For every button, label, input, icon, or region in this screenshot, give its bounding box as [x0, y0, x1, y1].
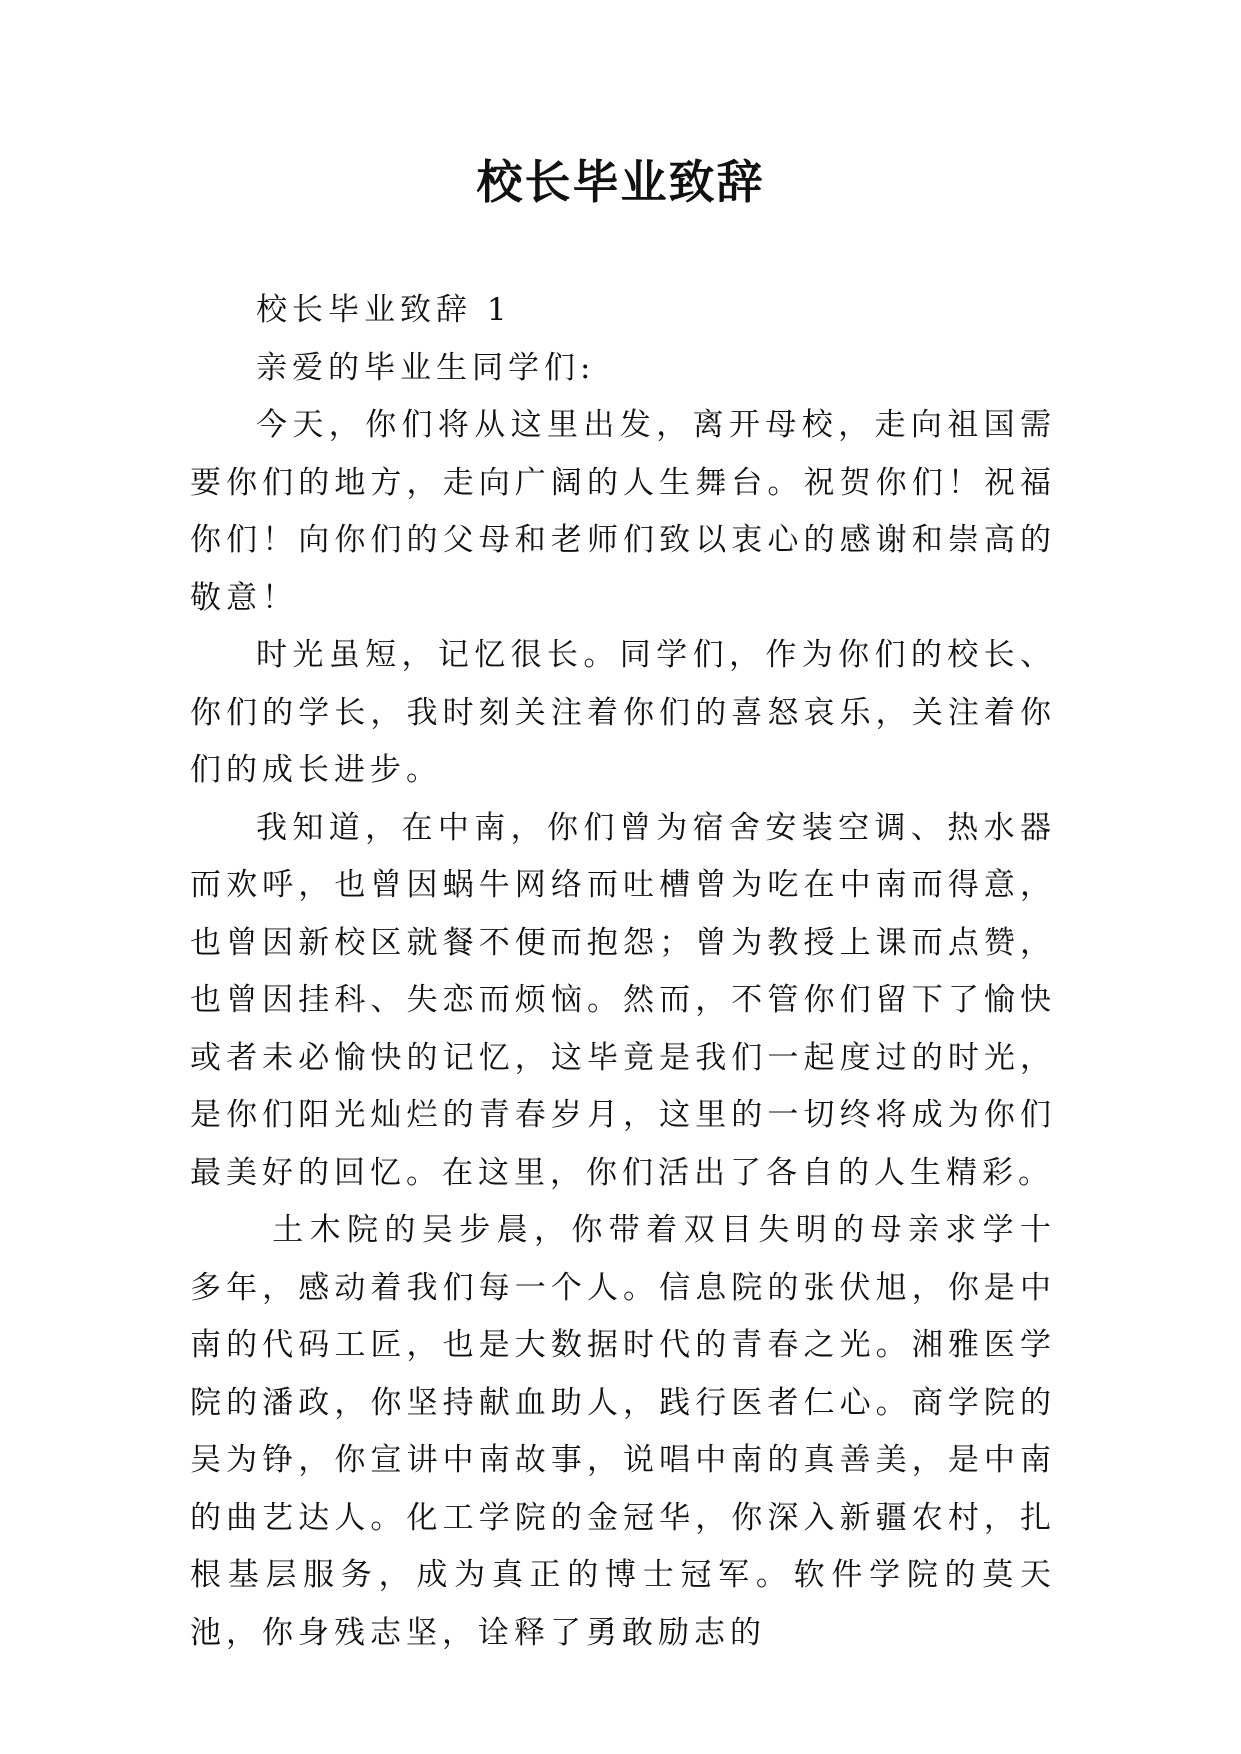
- paragraph: 时光虽短，记忆很长。同学们，作为你们的校长、你们的学长，我时刻关注着你们的喜怒哀乐，关注着你们的成长进步。: [190, 637, 1056, 788]
- paragraph-heading: 校长毕业致辞 1: [256, 292, 512, 328]
- page-title: 校长毕业致辞: [476, 155, 765, 209]
- paragraph: 我知道，在中南，你们曾为宿舍安装空调、热水器而欢呼，也曾因蜗牛网络而吐槽曾为吃在中南而得意，也曾因新校区就餐不便而抱怨；曾为教授上课而点赞，也曾因挂科、失恋而烦恼。然而，不管你们留下了愉快或者未必愉快的记忆，这毕竟是我们一起度过的时光，是你们阳光灿烂的青春岁月，这里的一切终将成为你们最美好的回忆。在这里，你们活出了各自的人生精彩。: [190, 809, 1056, 1191]
- paragraph: 土木院的吴步晨，你带着双目失明的母亲求学十多年，感动着我们每一个人。信息院的张伏旭，你是中南的代码工匠，也是大数据时代的青春之光。湘雅医学院的潘政，你坚持献血助人，践行医者仁心。商学院的吴为铮，你宣讲中南故事，说唱中南的真善美，是中南的曲艺达人。化工学院的金冠华，你深入新疆农村，扎根基层服务，成为真正的博士冠军。软件学院的莫天池，你身残志坚，诠释了勇敢励志的: [190, 1212, 1057, 1651]
- document-body: [190, 282, 1056, 1662]
- paragraph: 今天，你们将从这里出发，离开母校，走向祖国需要你们的地方，走向广阔的人生舞台。祝贺你们！祝福你们！向你们的父母和老师们致以衷心的感谢和崇高的敬意！: [190, 407, 1056, 616]
- paragraph-salutation: 亲爱的毕业生同学们:: [256, 349, 596, 386]
